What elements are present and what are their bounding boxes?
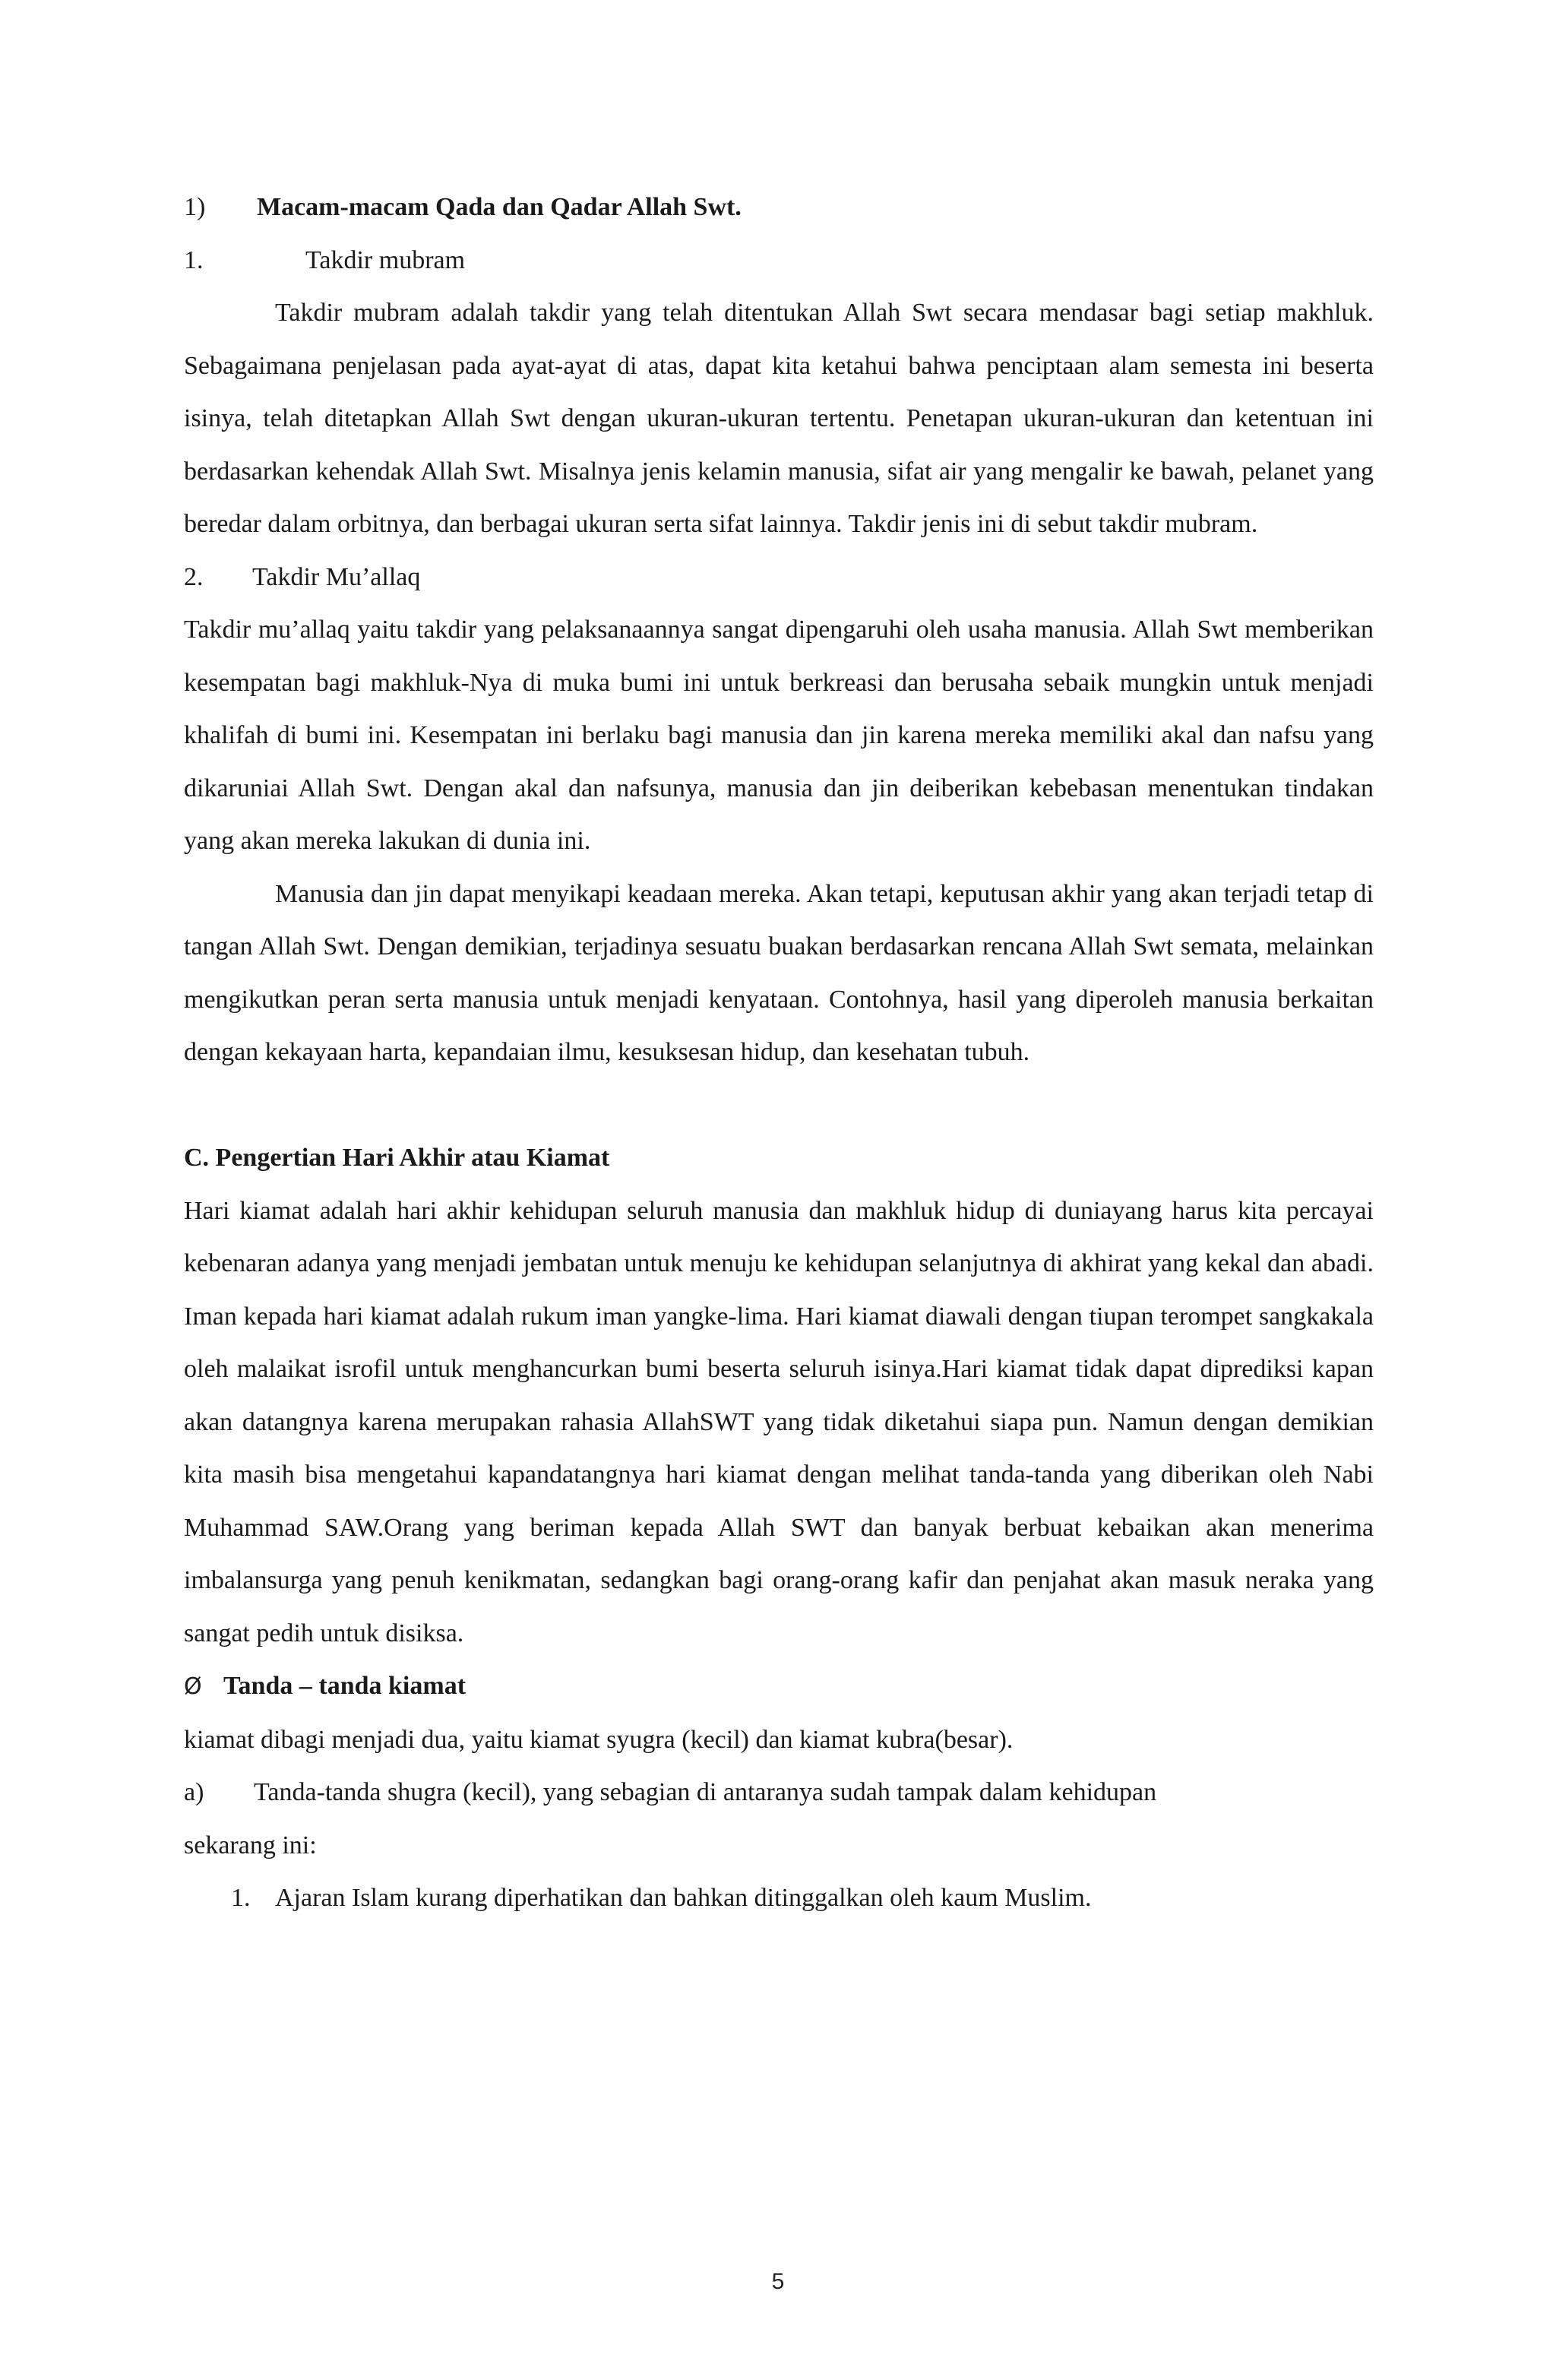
heading-title: Tanda – tanda kiamat <box>223 1672 466 1700</box>
sub-item-a <box>184 1766 1374 1819</box>
paragraph-tanda-intro: kiamat dibagi menjadi dua, yaitu kiamat syugra (kecil) dan kiamat kubra(besar). <box>184 1725 1014 1754</box>
section-heading-macam <box>184 181 1374 234</box>
section-heading-hari-akhir: C. Pengertian Hari Akhir atau Kiamat <box>184 1144 610 1172</box>
section-spacer <box>184 1079 1374 1132</box>
sub-item-text: Tanda-tanda shugra (kecil), yang sebagian di antaranya sudah tampak dalam kehidupan <box>254 1778 1157 1806</box>
item-title: Takdir mubram <box>305 245 466 274</box>
item-title: Takdir Mu’allaq <box>252 562 421 591</box>
item-heading-takdir-mubram <box>184 234 1374 287</box>
arrow-bullet-icon: Ø <box>184 1673 202 1700</box>
paragraph-takdir-muallaq-1: Takdir mu’allaq yaitu takdir yang pelaksanaannya sangat dipengaruhi oleh usaha manusia. Allah Swt memberikan kesempatan bagi makhluk-Nya di muka bumi ini untuk berkreasi dan berusaha sebaik mungkin untuk menjadi khalifah di bumi ini. Kesempatan ini berlaku bagi manusia dan jin karena mereka memiliki akal dan nafsu yang dikaruniai Allah Swt. Dengan akal dan nafsunya, manusia dan jin deiberikan kebebasan menentukan tindakan yang akan mereka lakukan di dunia ini. <box>184 616 1374 855</box>
paragraph-takdir-mubram: Takdir mubram adalah takdir yang telah ditentukan Allah Swt secara mendasar bagi setiap makhluk. Sebagaimana penjelasan pada ayat-ayat di atas, dapat kita ketahui bahwa penciptaan alam semesta ini beserta isinya, telah ditetapkan Allah Swt dengan ukuran-ukuran tertentu. Penetapan ukuran-ukuran dan ketentuan ini berdasarkan kehendak Allah Swt. Misalnya jenis kelamin manusia, sifat air yang mengalir ke bawah, pelanet yang beredar dalam orbitnya, dan berbagai ukuran serta sifat lainnya. Takdir jenis ini di sebut takdir mubram. <box>184 299 1374 538</box>
sub-item-a-continuation: sekarang ini: <box>184 1831 317 1859</box>
paragraph-hari-kiamat: Hari kiamat adalah hari akhir kehidupan seluruh manusia dan makhluk hidup di duniayang harus kita percayai kebenaran adanya yang menjadi jembatan untuk menuju ke kehidupan selanjutnya di akhirat yang kekal dan abadi. Iman kepada hari kiamat adalah rukum iman yangke-lima. Hari kiamat diawali dengan tiupan terompet sangkakala oleh malaikat isrofil untuk menghancurkan bumi beserta seluruh isinya.Hari kiamat tidak dapat diprediksi kapan akan datangnya karena merupakan rahasia AllahSWT yang tidak diketahui siapa pun. Namun dengan demikian kita masih bisa mengetahui kapandatangnya hari kiamat dengan melihat tanda-tanda yang diberikan oleh Nabi Muhammad SAW.Orang yang beriman kepada Allah SWT dan banyak berbuat kebaikan akan menerima imbalansurga yang penuh kenikmatan, sedangkan bagi orang-orang kafir dan penjahat akan masuk neraka yang sangat pedih untuk disiksa. <box>184 1196 1374 1647</box>
list-item-text: Ajaran Islam kurang diperhatikan dan bahkan ditinggalkan oleh kaum Muslim. <box>275 1884 1092 1912</box>
paragraph-takdir-muallaq-2: Manusia dan jin dapat menyikapi keadaan mereka. Akan tetapi, keputusan akhir yang akan terjadi tetap di tangan Allah Swt. Dengan demikian, terjadinya sesuatu buakan berdasarkan rencana Allah Swt semata, melainkan mengikutkan peran serta manusia untuk menjadi kenyataan. Contohnya, hasil yang diperoleh manusia berkaitan dengan kekayaan harta, kepandaian ilmu, kesuksesan hidup, dan kesehatan tubuh. <box>184 879 1374 1066</box>
sub-item-marker: a) <box>184 1778 204 1806</box>
item-number: 1. <box>184 245 204 274</box>
list-item-marker: 1. <box>231 1884 251 1912</box>
document-body <box>184 181 1374 1925</box>
item-heading-takdir-muallaq <box>184 551 1374 604</box>
page-number: 5 <box>771 2269 785 2294</box>
section-number: 1) <box>184 193 206 221</box>
list-item <box>184 1872 1374 1925</box>
heading-tanda-kiamat <box>184 1660 1374 1714</box>
item-number: 2. <box>184 562 204 591</box>
section-title: Macam-macam Qada dan Qadar Allah Swt. <box>257 193 742 221</box>
